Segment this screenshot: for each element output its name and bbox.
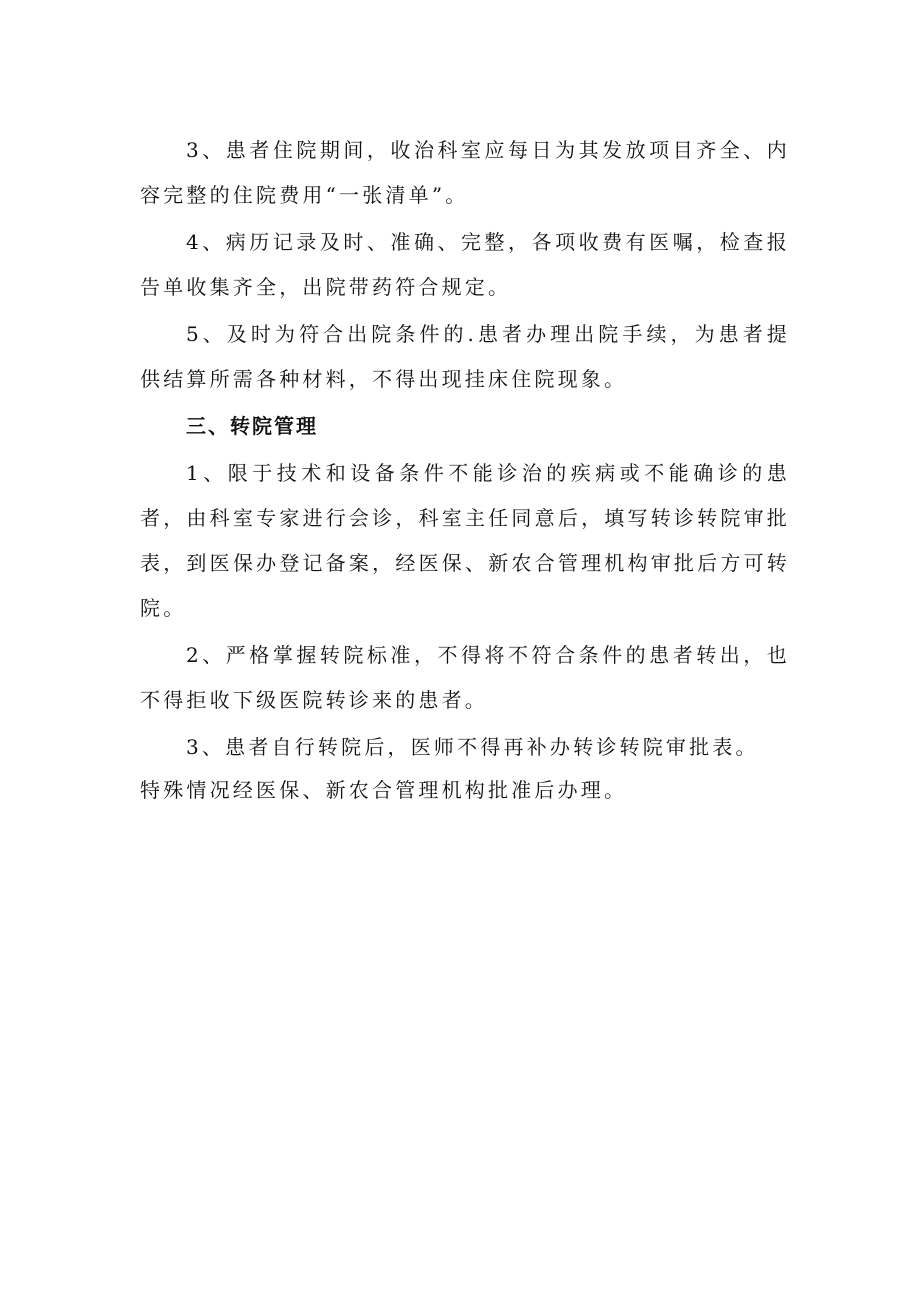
- paragraph-self-transfer: 3、患者自行转院后，医师不得再补办转诊转院审批表。: [186, 735, 759, 759]
- paragraph-special-cases: 特殊情况经医保、新农合管理机构批准后办理。: [140, 778, 628, 802]
- paragraph-transfer-standard: 2、严格掌握转院标准，不得将不符合条件的患者转出，也不得拒收下级医院转诊来的患者。: [140, 643, 790, 712]
- document-body: [140, 128, 790, 815]
- paragraph-transfer-consultation: 1、限于技术和设备条件不能诊治的疾病或不能确诊的患者，由科室专家进行会诊，科室主任同意后，填写转诊转院审批表，到医保办登记备案，经医保、新农合管理机构审批后方可转院。: [140, 461, 790, 620]
- paragraph-discharge: 5、及时为符合出院条件的.患者办理出院手续，为患者提供结算所需各种材料，不得出现挂床住院现象。: [140, 322, 790, 391]
- paragraph-daily-bill: 3、患者住院期间，收治科室应每日为其发放项目齐全、内容完整的住院费用“一张清单”。: [140, 138, 790, 207]
- paragraph-medical-records: 4、病历记录及时、准确、完整，各项收费有医嘱，检查报告单收集齐全，出院带药符合规定。: [140, 230, 790, 299]
- section-heading-transfer: 三、转院管理: [186, 414, 318, 438]
